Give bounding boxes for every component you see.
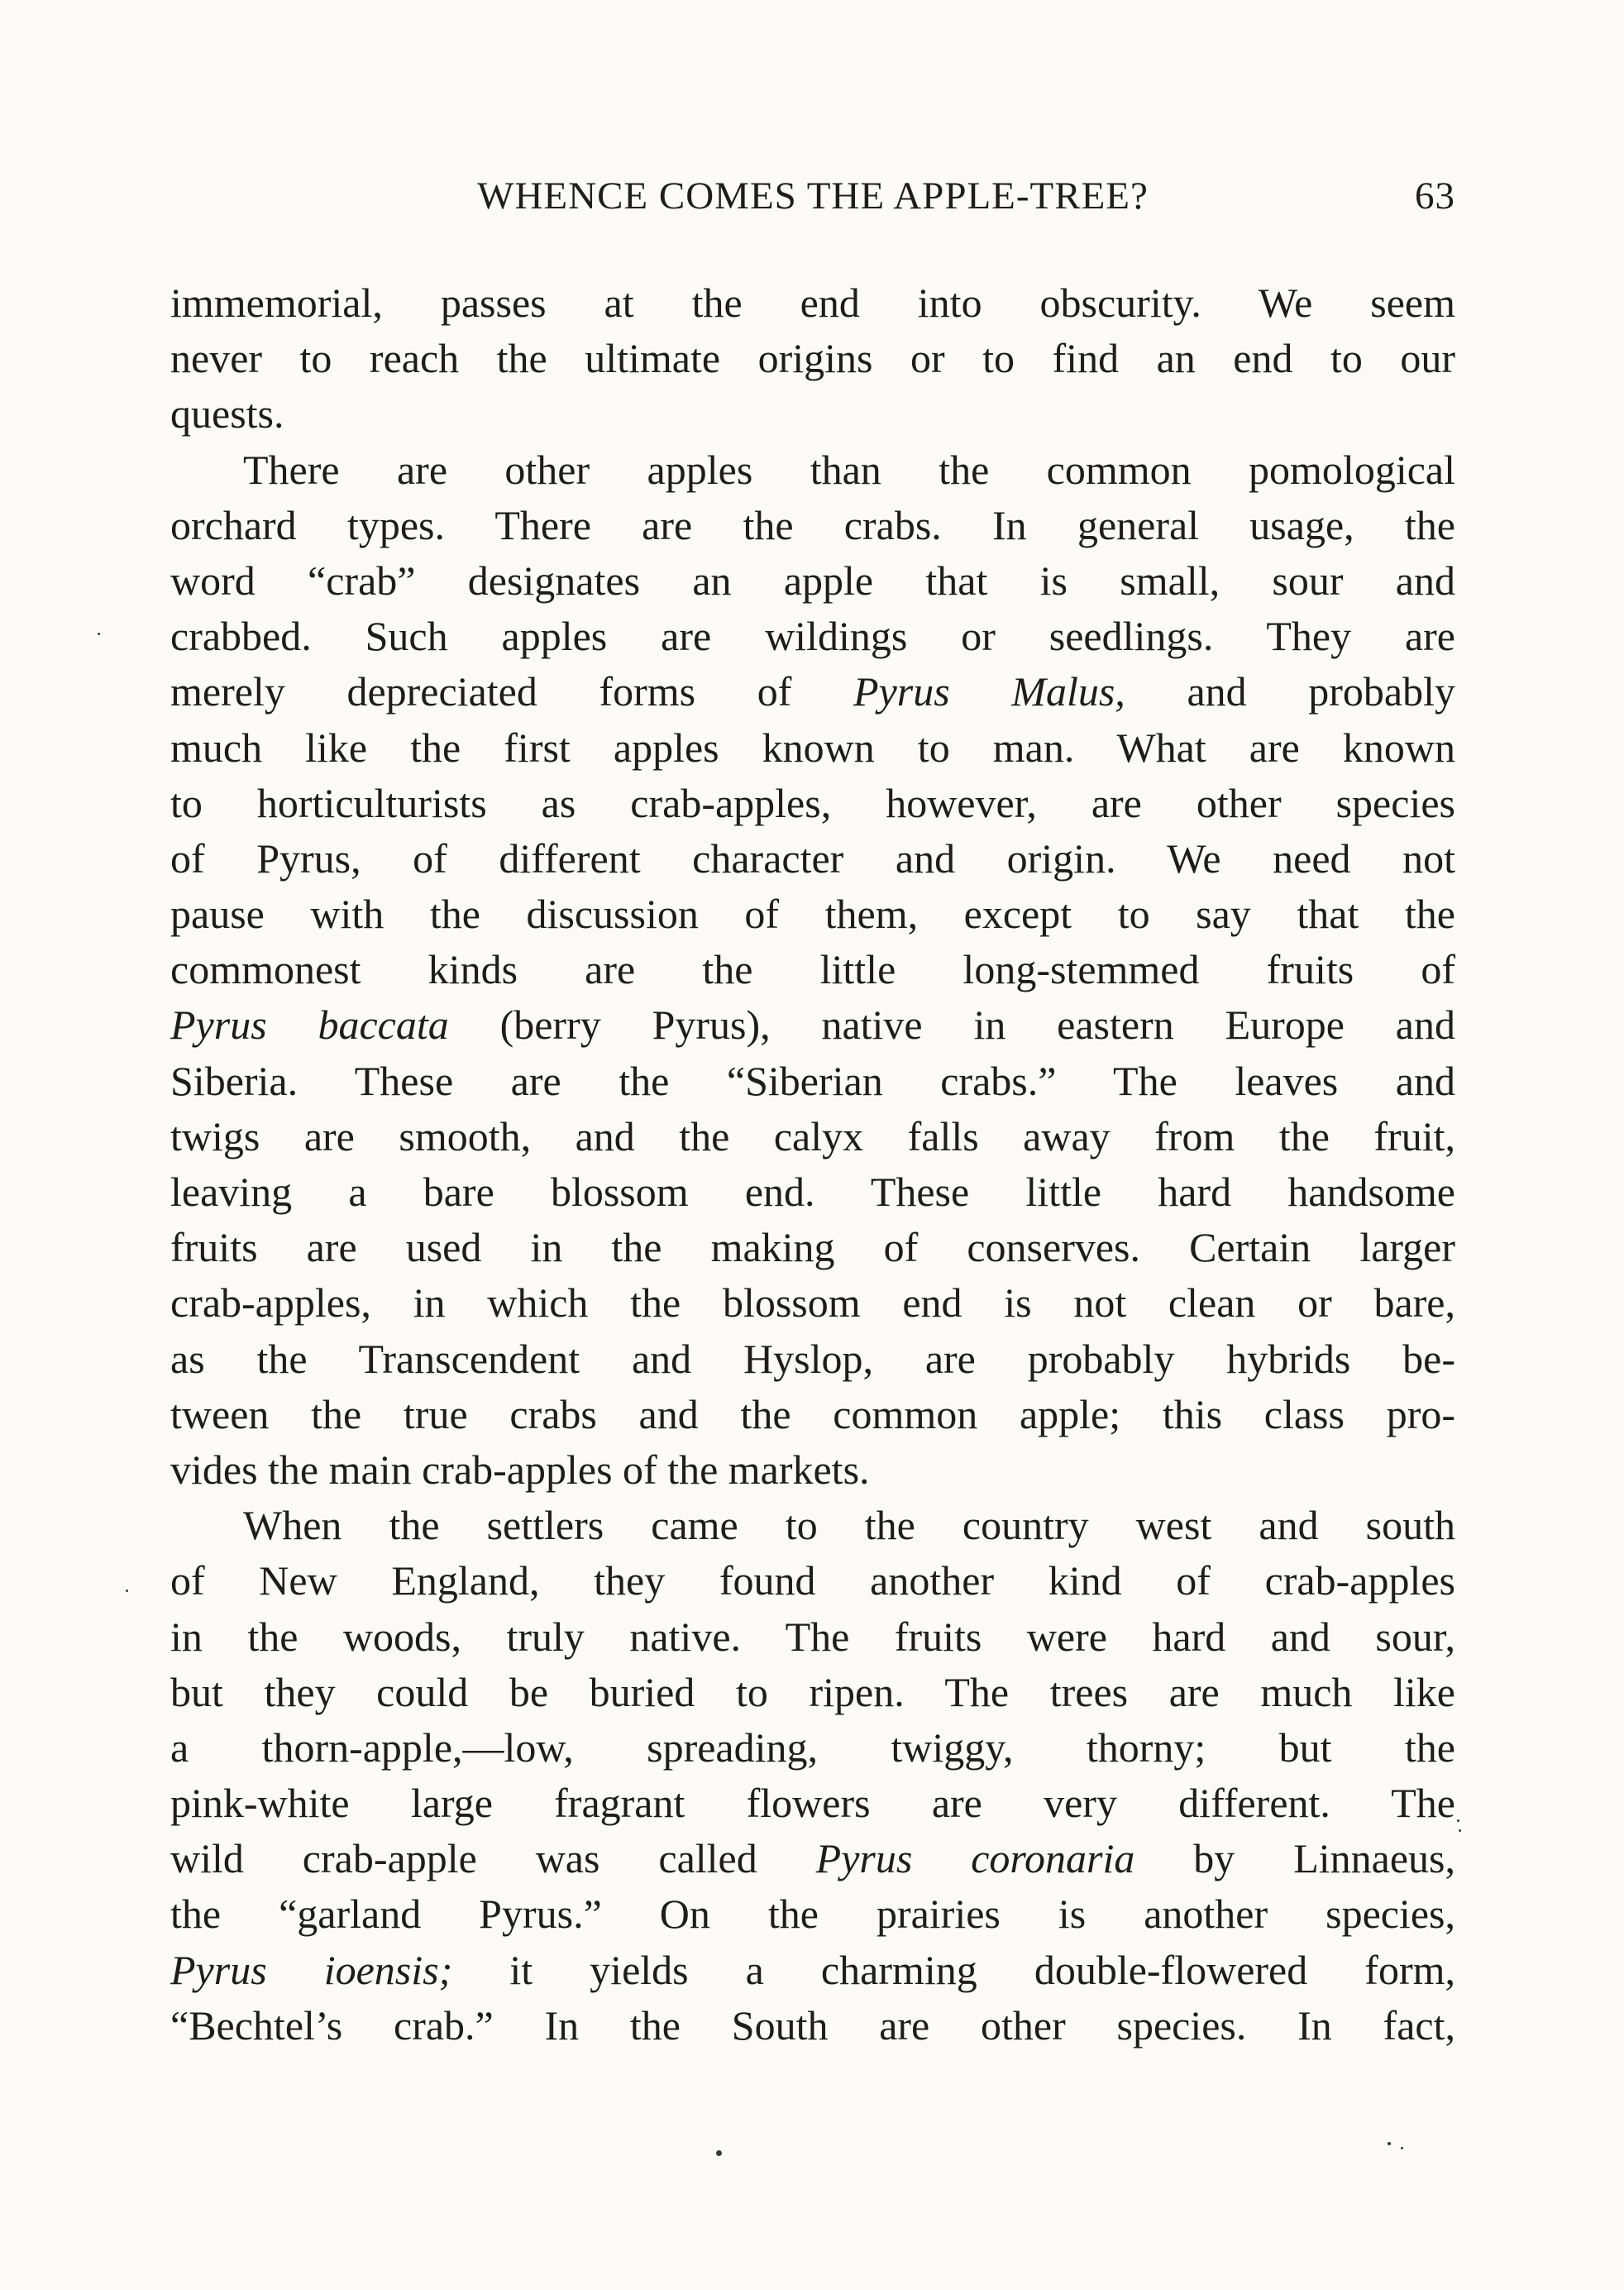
italic-term: Pyrus ioensis; — [170, 1946, 453, 1993]
text-line: Siberia. These are the “Siberian crabs.” The leaves and — [170, 1057, 1455, 1104]
text-line: never to reach the ultimate origins or to find an end to our — [170, 335, 1455, 382]
text-line: When the settlers came to the country west and south — [243, 1502, 1455, 1549]
running-title: WHENCE COMES THE APPLE-TREE? — [477, 174, 1149, 218]
text-line: There are other apples than the common pomological — [243, 446, 1455, 493]
italic-term: Pyrus coronaria — [815, 1835, 1135, 1882]
text-line: merely depreciated forms of Pyrus Malus, and probably — [170, 668, 1455, 715]
ink-speck — [1401, 2147, 1403, 2149]
text-line: pause with the discussion of them, except to say that the — [170, 891, 1455, 938]
text-line: pink-white large fragrant flowers are very different. The — [170, 1780, 1455, 1827]
text-line: crab-apples, in which the blossom end is not clean or bare, — [170, 1279, 1455, 1327]
ink-speck — [1457, 1819, 1459, 1822]
ink-speck — [98, 633, 100, 635]
text-line: tween the true crabs and the common apple; this class pro- — [170, 1390, 1455, 1437]
text-line: quests. — [170, 390, 284, 437]
text-line: orchard types. There are the crabs. In general usage, the — [170, 501, 1455, 548]
text-line: Pyrus ioensis; it yields a charming double-flowered form, — [170, 1946, 1455, 1993]
text-line: of New England, they found another kind of crab-apples — [170, 1557, 1455, 1604]
text-line: a thorn-apple,—low, spreading, twiggy, thorny; but the — [170, 1723, 1455, 1771]
page-number: 63 — [1415, 174, 1455, 218]
text-line: word “crab” designates an apple that is small, sour and — [170, 557, 1455, 604]
text-line: but they could be buried to ripen. The trees are much like — [170, 1668, 1455, 1715]
text-line: commonest kinds are the little long-stemmed fruits of — [170, 946, 1455, 993]
text-line: “Bechtel’s crab.” In the South are other species. In fact, — [170, 2001, 1455, 2049]
italic-term: Pyrus Malus, — [853, 668, 1125, 715]
text-line: twigs are smooth, and the calyx falls away from the fruit, — [170, 1112, 1455, 1159]
text-line: the “garland Pyrus.” On the prairies is another species, — [170, 1891, 1455, 1938]
text-line: leaving a bare blossom end. These little hard handsome — [170, 1169, 1455, 1215]
text-line: fruits are used in the making of conserves. Certain larger — [170, 1224, 1455, 1271]
ink-speck — [1388, 2142, 1391, 2145]
ink-speck — [716, 2150, 722, 2156]
text-line: as the Transcendent and Hyslop, are probably hybrids be- — [170, 1335, 1455, 1382]
text-line: crabbed. Such apples are wildings or seedlings. They are — [170, 613, 1455, 660]
text-line: much like the first apples known to man. What are known — [170, 724, 1455, 771]
text-line: in the woods, truly native. The fruits were hard and sour, — [170, 1613, 1455, 1660]
text-line: to horticulturists as crab-apples, however, are other species — [170, 779, 1455, 826]
text-line: Pyrus baccata (berry Pyrus), native in eastern Europe and — [170, 1002, 1455, 1049]
ink-speck — [1459, 1829, 1461, 1832]
text-line: vides the main crab-apples of the markets. — [170, 1446, 870, 1493]
body-text — [170, 275, 1455, 2053]
text-line: wild crab-apple was called Pyrus coronaria by Linnaeus, — [170, 1835, 1455, 1882]
text-line: immemorial, passes at the end into obscurity. We seem — [170, 280, 1455, 326]
text-line: of Pyrus, of different character and origin. We need not — [170, 834, 1455, 882]
italic-term: Pyrus baccata — [170, 1002, 449, 1049]
running-head — [170, 174, 1455, 223]
ink-speck — [126, 1590, 128, 1592]
